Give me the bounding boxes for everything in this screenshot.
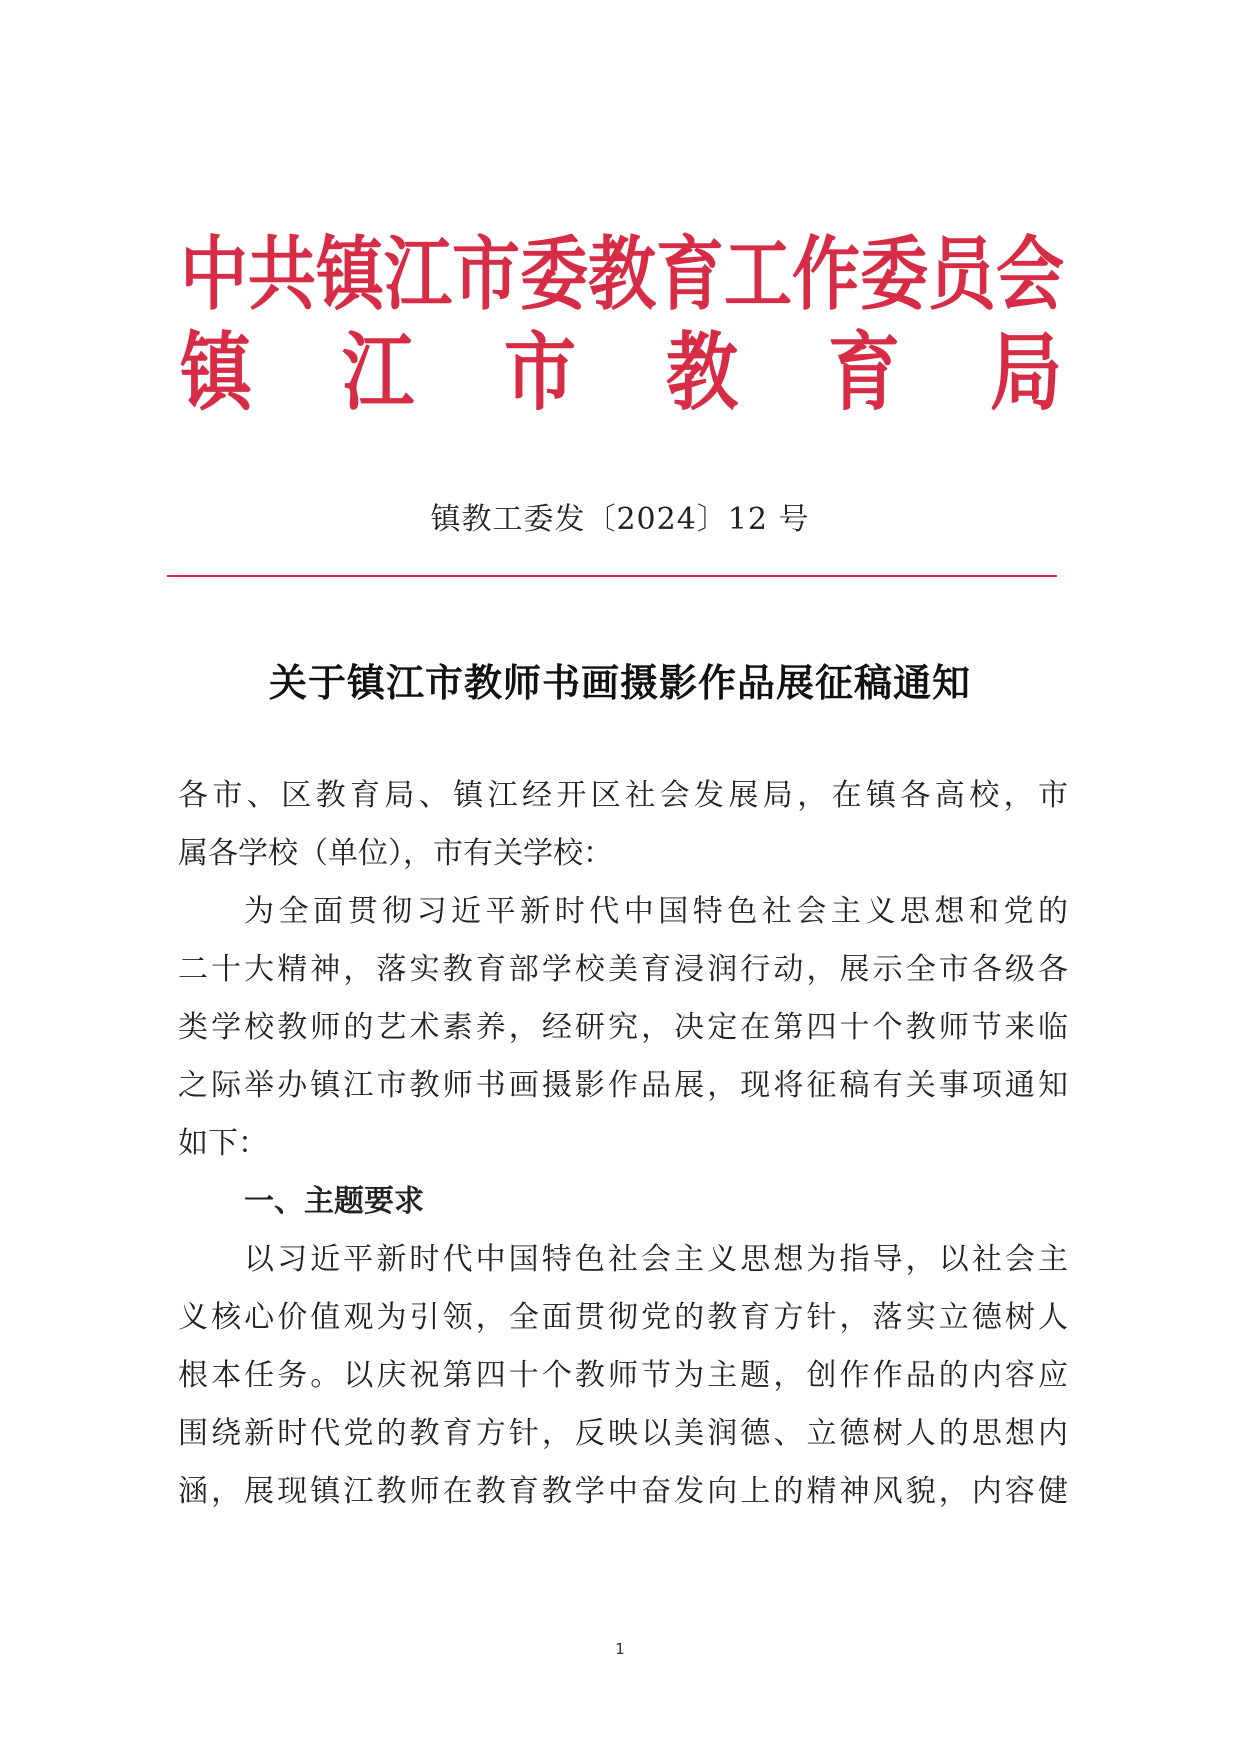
issuing-org-line-2: 镇江市教育局	[180, 322, 1153, 423]
intro-paragraph-line: 之际举办镇江市教师书画摄影作品展，现将征稿有关事项通知	[178, 1068, 1068, 1103]
document-number: 镇教工委发〔2024〕12 号	[430, 502, 810, 537]
red-divider-line	[167, 575, 1057, 577]
addressee-line: 各市、区教育局、镇江经开区社会发展局，在镇各高校，市	[178, 778, 1068, 813]
intro-paragraph-line: 二十大精神，落实教育部学校美育浸润行动，展示全市各级各	[178, 952, 1068, 987]
intro-paragraph-line: 为全面贯彻习近平新时代中国特色社会主义思想和党的	[244, 894, 1068, 929]
section-paragraph-line: 以习近平新时代中国特色社会主义思想为指导，以社会主	[244, 1242, 1068, 1277]
section-paragraph-line: 义核心价值观为引领，全面贯彻党的教育方针，落实立德树人	[178, 1300, 1068, 1335]
section-paragraph-line: 根本任务。以庆祝第四十个教师节为主题，创作作品的内容应	[178, 1358, 1068, 1393]
issuing-org-line-1: 中共镇江市委教育工作委员会	[180, 228, 1065, 323]
section-heading: 一、主题要求	[244, 1184, 424, 1219]
section-paragraph-line: 围绕新时代党的教育方针，反映以美润德、立德树人的思想内	[178, 1416, 1068, 1451]
document-body	[178, 767, 1068, 1521]
document-title: 关于镇江市教师书画摄影作品展征稿通知	[268, 660, 971, 705]
page-number: 1	[615, 1640, 625, 1658]
section-paragraph-line: 涵，展现镇江教师在教育教学中奋发向上的精神风貌，内容健	[178, 1474, 1068, 1509]
addressee-line: 属各学校（单位），市有关学校：	[178, 836, 613, 871]
intro-paragraph-line: 如下：	[178, 1126, 268, 1161]
intro-paragraph-line: 类学校教师的艺术素养，经研究，决定在第四十个教师节来临	[178, 1010, 1068, 1045]
